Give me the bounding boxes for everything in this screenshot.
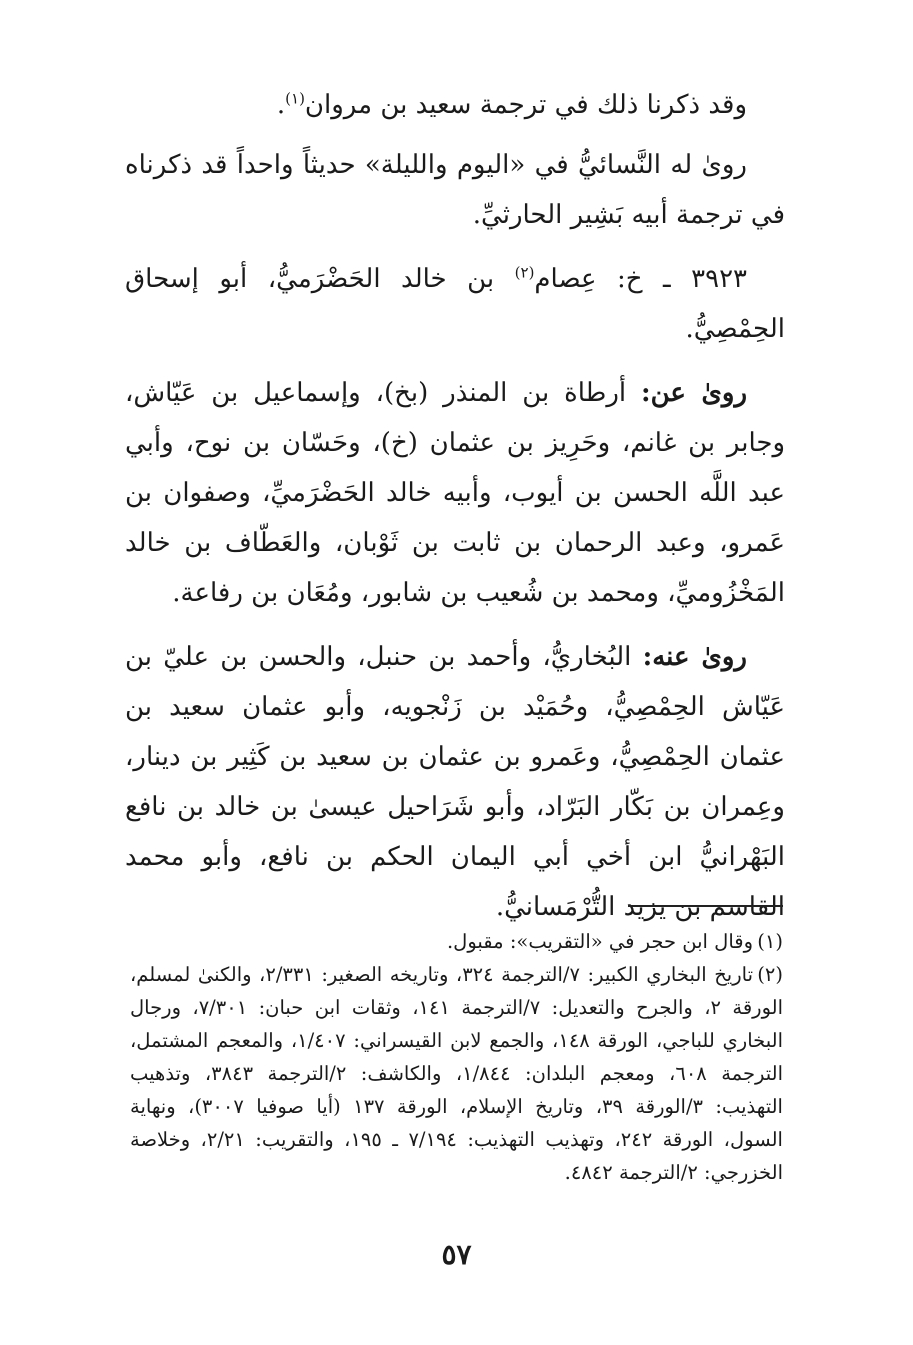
- intro-end: .: [276, 90, 286, 120]
- footnote-text: تاريخ البخاري الكبير: ٧/الترجمة ٣٢٤، وتاريخه الصغير: ٢/٣٣١، والكنىٰ لمسلم، الورقة ٢، والجرح والتعديل: ٧/الترجمة ١٤١، وثقات ابن حبان: ٧/٣٠١، ورجال البخاري للباجي، الورقة ١٤٨، والجمع لابن القيسراني: ١/٤٠٧، والمعجم المشتمل، الترجمة ٦٠٨، ومعجم البلدان: ١/٨٤٤، والكاشف: ٢/الترجمة ٣٨٤٣، وتذهيب التهذيب: ٣/الورقة ٣٩، وتاريخ الإسلام، الورقة ١٣٧ (أيا صوفيا ٣٠٠٧)، ونهاية السول، الورقة ٢٤٢، وتهذيب التهذيب: ٧/١٩٤ ـ ١٩٥، والتقريب: ٢/٢١، وخلاصة الخزرجي: ٢/الترجمة ٤٨٤٢.: [130, 963, 784, 1184]
- main-text: [125, 80, 785, 946]
- footnote-1: [130, 925, 783, 958]
- paragraph-intro: [125, 80, 785, 130]
- entry-number-name: ٣٩٢٣ ـ خ: عِصام: [534, 264, 747, 294]
- footnotes: [130, 925, 783, 1189]
- entry-name-tail: بن خالد الحَضْرَميُّ، أبو إسحاق الحِمْصِيُّ.: [125, 264, 785, 344]
- footnote-ref-1: (١): [285, 89, 305, 108]
- narrated-from-label: روىٰ عن:: [640, 378, 747, 408]
- narrated-by-text: البُخاريُّ، وأحمد بن حنبل، والحسن بن عليّ بن عَيّاش الحِمْصِيُّ، وحُمَيْد بن زَنْجويه، وأبو عثمان سعيد بن عثمان الحِمْصِيُّ، وعَمرو بن عثمان بن سعيد بن كَثِير بن دينار، وعِمران بن بَكّار البَرّاد، وأبو شَرَاحيل عيسىٰ بن خالد بن نافع البَهْرانيُّ ابن أخي أبي اليمان الحكم بن نافع، وأبو محمد القاسم بن يزيد التُّرْمَسانيُّ.: [125, 642, 785, 922]
- footnote-number: (٢): [757, 963, 783, 986]
- paragraph-nasai: روىٰ له النَّسائيُّ في «اليوم والليلة» حديثاً واحداً قد ذكرناه في ترجمة أبيه بَشِير الحارثيِّ.: [125, 150, 785, 230]
- footnote-text: وقال ابن حجر في «التقريب»: مقبول.: [446, 930, 753, 953]
- page-number: ٥٧: [441, 1238, 472, 1271]
- paragraph-narrated-by: [125, 632, 785, 932]
- narrated-by-label: روىٰ عنه:: [642, 642, 747, 672]
- entry-heading: [125, 254, 785, 354]
- narrated-from-text: أرطاة بن المنذر (بخ)، وإسماعيل بن عَيّاش، وجابر بن غانم، وحَرِيز بن عثمان (خ)، وحَسّان بن نوح، وأبي عبد اللَّه الحسن بن أيوب، وأبيه خالد الحَضْرَميِّ، وصفوان بن عَمرو، وعبد الرحمان بن ثابت بن ثَوْبان، والعَطّاف بن خالد المَخْزُوميِّ، ومحمد بن شُعيب بن شابور، ومُعَان بن رفاعة.: [125, 378, 785, 608]
- footnote-2: [130, 958, 783, 1189]
- footnote-number: (١): [757, 930, 783, 953]
- footnote-ref-2: (٢): [514, 263, 535, 282]
- paragraph-narrated-from: [125, 368, 785, 618]
- footnote-separator: [628, 905, 783, 907]
- intro-text: وقد ذكرنا ذلك في ترجمة سعيد بن مروان: [304, 90, 747, 120]
